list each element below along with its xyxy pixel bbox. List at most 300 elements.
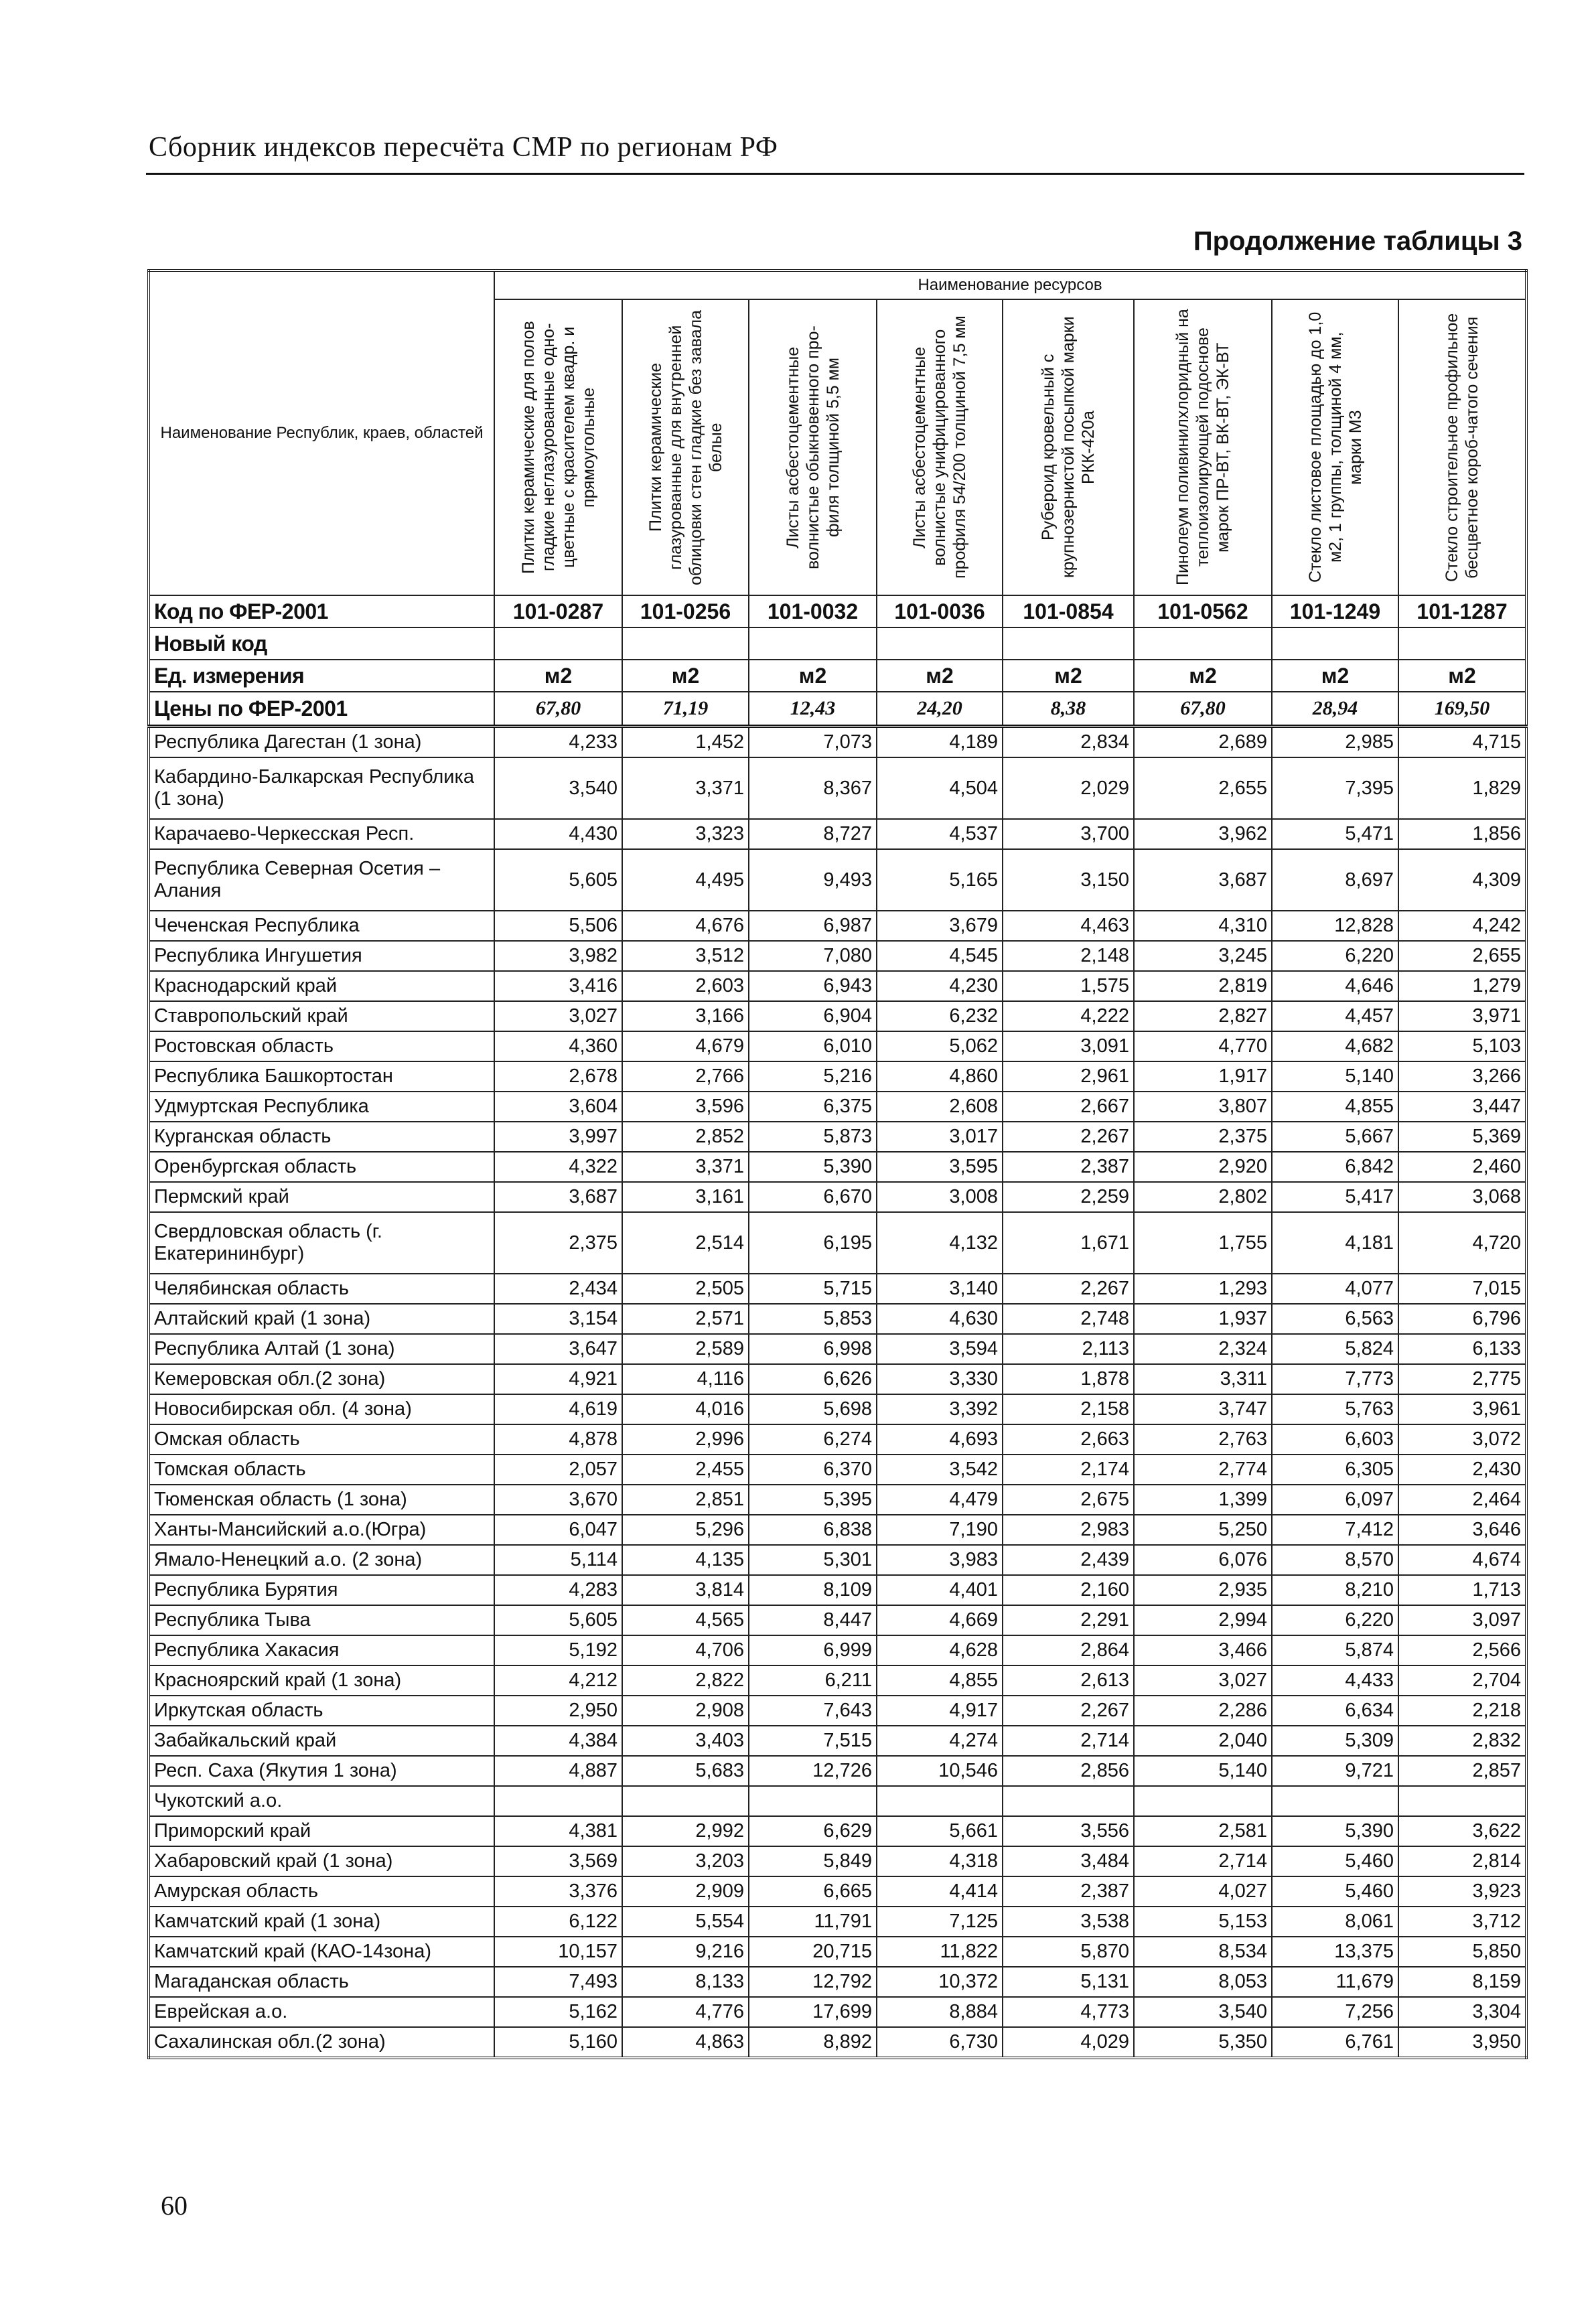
region-name: Республика Алтай (1 зона) bbox=[149, 1334, 494, 1364]
index-value: 4,309 bbox=[1398, 849, 1526, 911]
index-value: 6,665 bbox=[749, 1876, 877, 1907]
index-value: 6,232 bbox=[877, 1001, 1003, 1031]
region-name: Удмуртская Республика bbox=[149, 1092, 494, 1122]
index-value: 4,628 bbox=[877, 1635, 1003, 1665]
index-value: 9,493 bbox=[749, 849, 877, 911]
fer-code-row-value: 101-0287 bbox=[494, 595, 622, 627]
index-value: 8,053 bbox=[1134, 1967, 1272, 1997]
index-value: 2,851 bbox=[622, 1485, 749, 1515]
index-value: 2,667 bbox=[1003, 1092, 1134, 1122]
region-name: Республика Дагестан (1 зона) bbox=[149, 727, 494, 758]
index-value: 2,856 bbox=[1003, 1756, 1134, 1786]
index-value: 5,301 bbox=[749, 1545, 877, 1575]
index-value: 4,773 bbox=[1003, 1997, 1134, 2027]
fer-price-row-value: 24,20 bbox=[877, 692, 1003, 727]
index-value: 5,683 bbox=[622, 1756, 749, 1786]
index-value: 7,256 bbox=[1272, 1997, 1398, 2027]
index-value: 4,189 bbox=[877, 727, 1003, 758]
index-value: 2,286 bbox=[1134, 1696, 1272, 1726]
index-value: 8,884 bbox=[877, 1997, 1003, 2027]
region-name: Республика Северная Осетия – Алания bbox=[149, 849, 494, 911]
index-value bbox=[1134, 1786, 1272, 1816]
index-value: 4,706 bbox=[622, 1635, 749, 1665]
index-value: 4,921 bbox=[494, 1364, 622, 1394]
index-value: 2,827 bbox=[1134, 1001, 1272, 1031]
region-name: Омская область bbox=[149, 1424, 494, 1455]
index-value: 2,774 bbox=[1134, 1455, 1272, 1485]
index-value: 4,855 bbox=[877, 1665, 1003, 1696]
index-value: 8,367 bbox=[749, 757, 877, 819]
index-value: 2,324 bbox=[1134, 1334, 1272, 1364]
index-value: 6,076 bbox=[1134, 1545, 1272, 1575]
index-value: 5,460 bbox=[1272, 1846, 1398, 1876]
index-value: 2,678 bbox=[494, 1061, 622, 1092]
index-value: 2,566 bbox=[1398, 1635, 1526, 1665]
index-value: 4,676 bbox=[622, 911, 749, 941]
index-value: 4,630 bbox=[877, 1304, 1003, 1334]
index-value: 6,122 bbox=[494, 1907, 622, 1937]
index-value: 2,985 bbox=[1272, 727, 1398, 758]
index-value: 3,712 bbox=[1398, 1907, 1526, 1937]
index-value: 4,855 bbox=[1272, 1092, 1398, 1122]
region-name: Магаданская область bbox=[149, 1967, 494, 1997]
index-value: 2,766 bbox=[622, 1061, 749, 1092]
table-row bbox=[149, 757, 1526, 819]
index-value: 3,594 bbox=[877, 1334, 1003, 1364]
index-value: 2,950 bbox=[494, 1696, 622, 1726]
index-value: 6,904 bbox=[749, 1001, 877, 1031]
table-row bbox=[149, 1334, 1526, 1364]
index-value: 3,161 bbox=[622, 1182, 749, 1212]
index-value: 1,713 bbox=[1398, 1575, 1526, 1605]
unit-row-value: м2 bbox=[1272, 660, 1398, 692]
index-value: 2,581 bbox=[1134, 1816, 1272, 1846]
index-value: 5,390 bbox=[1272, 1816, 1398, 1846]
resource-name-header bbox=[1272, 299, 1398, 595]
index-value: 5,309 bbox=[1272, 1726, 1398, 1756]
region-name: Камчатский край (КАО-14зона) bbox=[149, 1937, 494, 1967]
index-value: 5,850 bbox=[1398, 1937, 1526, 1967]
index-value: 3,068 bbox=[1398, 1182, 1526, 1212]
index-value: 5,192 bbox=[494, 1635, 622, 1665]
index-value: 5,062 bbox=[877, 1031, 1003, 1061]
unit-row-value: м2 bbox=[622, 660, 749, 692]
index-value: 1,452 bbox=[622, 727, 749, 758]
index-value: 5,870 bbox=[1003, 1937, 1134, 1967]
unit-row-label: Ед. измерения bbox=[149, 660, 494, 692]
index-value: 3,154 bbox=[494, 1304, 622, 1334]
index-value: 2,267 bbox=[1003, 1696, 1134, 1726]
index-value: 5,162 bbox=[494, 1997, 622, 2027]
region-name: Курганская область bbox=[149, 1122, 494, 1152]
resource-name-text: Пинолеум поливинилхлоридный на теплоизолирующей подоснове марок ПР-ВТ, ВК-ВТ, ЭК-ВТ bbox=[1173, 309, 1232, 586]
table-row bbox=[149, 1635, 1526, 1665]
index-value: 5,661 bbox=[877, 1816, 1003, 1846]
index-value: 2,267 bbox=[1003, 1274, 1134, 1304]
index-value: 2,387 bbox=[1003, 1152, 1134, 1182]
index-value: 6,375 bbox=[749, 1092, 877, 1122]
index-value: 6,305 bbox=[1272, 1455, 1398, 1485]
fer-code-row bbox=[149, 595, 1526, 627]
index-value bbox=[494, 1786, 622, 1816]
index-value: 4,646 bbox=[1272, 971, 1398, 1001]
index-value: 11,791 bbox=[749, 1907, 877, 1937]
index-value: 2,589 bbox=[622, 1334, 749, 1364]
index-value: 5,395 bbox=[749, 1485, 877, 1515]
fer-code-row-value: 101-0256 bbox=[622, 595, 749, 627]
index-value: 3,097 bbox=[1398, 1605, 1526, 1635]
index-value: 3,556 bbox=[1003, 1816, 1134, 1846]
index-value: 2,505 bbox=[622, 1274, 749, 1304]
index-value: 6,220 bbox=[1272, 1605, 1398, 1635]
table-row bbox=[149, 1756, 1526, 1786]
index-value: 4,135 bbox=[622, 1545, 749, 1575]
index-value: 5,417 bbox=[1272, 1182, 1398, 1212]
index-value: 3,997 bbox=[494, 1122, 622, 1152]
index-value: 6,987 bbox=[749, 911, 877, 941]
index-value: 4,863 bbox=[622, 2027, 749, 2058]
table-row bbox=[149, 1122, 1526, 1152]
index-value: 8,697 bbox=[1272, 849, 1398, 911]
index-value: 2,608 bbox=[877, 1092, 1003, 1122]
fer-price-row-label: Цены по ФЕР-2001 bbox=[149, 692, 494, 727]
index-value: 5,216 bbox=[749, 1061, 877, 1092]
index-value: 6,634 bbox=[1272, 1696, 1398, 1726]
index-value: 2,464 bbox=[1398, 1485, 1526, 1515]
index-value: 2,675 bbox=[1003, 1485, 1134, 1515]
resource-name-text: Листы асбестоцементные волнистые обыкновенного про-филя толщиной 5,5 мм bbox=[783, 325, 843, 569]
table-row bbox=[149, 1786, 1526, 1816]
index-value: 5,874 bbox=[1272, 1635, 1398, 1665]
table-row bbox=[149, 849, 1526, 911]
index-value: 11,679 bbox=[1272, 1967, 1398, 1997]
index-value: 4,360 bbox=[494, 1031, 622, 1061]
index-value: 7,395 bbox=[1272, 757, 1398, 819]
index-value: 8,109 bbox=[749, 1575, 877, 1605]
index-value: 5,506 bbox=[494, 911, 622, 941]
index-value: 3,311 bbox=[1134, 1364, 1272, 1394]
index-value: 4,274 bbox=[877, 1726, 1003, 1756]
index-value: 5,350 bbox=[1134, 2027, 1272, 2058]
index-value: 2,775 bbox=[1398, 1364, 1526, 1394]
fer-code-row-value: 101-1287 bbox=[1398, 595, 1526, 627]
index-value: 4,242 bbox=[1398, 911, 1526, 941]
region-name: Оренбургская область bbox=[149, 1152, 494, 1182]
index-value: 5,853 bbox=[749, 1304, 877, 1334]
resource-name-text: Рубероид кровельный с крупнозернистой посыпкой марки РКК-420а bbox=[1039, 316, 1098, 579]
new-code-row-value bbox=[622, 627, 749, 660]
index-value: 4,457 bbox=[1272, 1001, 1398, 1031]
index-value: 5,824 bbox=[1272, 1334, 1398, 1364]
fer-code-row-value: 101-1249 bbox=[1272, 595, 1398, 627]
index-value: 5,873 bbox=[749, 1122, 877, 1152]
region-name: Краснодарский край bbox=[149, 971, 494, 1001]
index-value: 7,073 bbox=[749, 727, 877, 758]
fer-price-row-value: 67,80 bbox=[494, 692, 622, 727]
index-value: 1,575 bbox=[1003, 971, 1134, 1001]
index-value: 4,619 bbox=[494, 1394, 622, 1424]
index-value bbox=[622, 1786, 749, 1816]
region-name: Кемеровская обл.(2 зона) bbox=[149, 1364, 494, 1394]
index-value bbox=[877, 1786, 1003, 1816]
index-value: 2,908 bbox=[622, 1696, 749, 1726]
new-code-row-value bbox=[1272, 627, 1398, 660]
index-value: 4,016 bbox=[622, 1394, 749, 1424]
table-row bbox=[149, 1152, 1526, 1182]
region-name: Пермский край bbox=[149, 1182, 494, 1212]
region-name: Приморский край bbox=[149, 1816, 494, 1846]
index-value: 4,414 bbox=[877, 1876, 1003, 1907]
index-value: 3,604 bbox=[494, 1092, 622, 1122]
table-row bbox=[149, 971, 1526, 1001]
index-value: 1,878 bbox=[1003, 1364, 1134, 1394]
table-continuation-label: Продолжение таблицы 3 bbox=[1193, 226, 1522, 256]
index-value: 2,814 bbox=[1398, 1846, 1526, 1876]
index-value: 4,283 bbox=[494, 1575, 622, 1605]
region-name: Ростовская область bbox=[149, 1031, 494, 1061]
index-value: 5,131 bbox=[1003, 1967, 1134, 1997]
table-row bbox=[149, 727, 1526, 758]
index-value: 2,822 bbox=[622, 1665, 749, 1696]
header-rule bbox=[146, 173, 1524, 175]
region-name: Забайкальский край bbox=[149, 1726, 494, 1756]
index-value: 3,150 bbox=[1003, 849, 1134, 911]
fer-price-row-value: 8,38 bbox=[1003, 692, 1134, 727]
new-code-row-value bbox=[749, 627, 877, 660]
index-value: 2,748 bbox=[1003, 1304, 1134, 1334]
index-value: 4,682 bbox=[1272, 1031, 1398, 1061]
table-row bbox=[149, 1485, 1526, 1515]
new-code-row-value bbox=[1398, 627, 1526, 660]
index-value: 3,008 bbox=[877, 1182, 1003, 1212]
table-row bbox=[149, 1696, 1526, 1726]
index-value: 3,807 bbox=[1134, 1092, 1272, 1122]
index-value: 4,887 bbox=[494, 1756, 622, 1786]
region-name: Свердловская область (г. Екатерининбург) bbox=[149, 1212, 494, 1274]
index-value: 2,655 bbox=[1134, 757, 1272, 819]
fer-code-row-value: 101-0036 bbox=[877, 595, 1003, 627]
index-value: 2,057 bbox=[494, 1455, 622, 1485]
index-value: 4,878 bbox=[494, 1424, 622, 1455]
index-value: 3,027 bbox=[1134, 1665, 1272, 1696]
index-value: 2,992 bbox=[622, 1816, 749, 1846]
index-value: 3,962 bbox=[1134, 819, 1272, 849]
region-name: Еврейская а.о. bbox=[149, 1997, 494, 2027]
index-value: 2,571 bbox=[622, 1304, 749, 1334]
index-value: 3,540 bbox=[494, 757, 622, 819]
index-value: 5,554 bbox=[622, 1907, 749, 1937]
index-value: 3,542 bbox=[877, 1455, 1003, 1485]
index-value: 3,700 bbox=[1003, 819, 1134, 849]
fer-price-row-value: 28,94 bbox=[1272, 692, 1398, 727]
index-value: 2,514 bbox=[622, 1212, 749, 1274]
index-value: 2,802 bbox=[1134, 1182, 1272, 1212]
index-value: 4,565 bbox=[622, 1605, 749, 1635]
index-value: 2,834 bbox=[1003, 727, 1134, 758]
region-name: Алтайский край (1 зона) bbox=[149, 1304, 494, 1334]
index-value: 6,220 bbox=[1272, 941, 1398, 971]
region-name: Сахалинская обл.(2 зона) bbox=[149, 2027, 494, 2058]
index-value: 2,613 bbox=[1003, 1665, 1134, 1696]
index-value: 3,371 bbox=[622, 1152, 749, 1182]
index-value: 3,622 bbox=[1398, 1816, 1526, 1846]
region-name: Ямало-Ненецкий а.о. (2 зона) bbox=[149, 1545, 494, 1575]
index-value: 6,730 bbox=[877, 2027, 1003, 2058]
index-value: 2,832 bbox=[1398, 1726, 1526, 1756]
index-value: 4,693 bbox=[877, 1424, 1003, 1455]
table-row bbox=[149, 1001, 1526, 1031]
table-row bbox=[149, 1876, 1526, 1907]
index-value: 6,838 bbox=[749, 1515, 877, 1545]
index-value: 5,103 bbox=[1398, 1031, 1526, 1061]
region-name: Челябинская область bbox=[149, 1274, 494, 1304]
index-value: 1,399 bbox=[1134, 1485, 1272, 1515]
region-name: Чеченская Республика bbox=[149, 911, 494, 941]
region-name: Томская область bbox=[149, 1455, 494, 1485]
index-value: 7,125 bbox=[877, 1907, 1003, 1937]
index-value: 3,687 bbox=[494, 1182, 622, 1212]
unit-row-value: м2 bbox=[494, 660, 622, 692]
index-value: 1,755 bbox=[1134, 1212, 1272, 1274]
index-value: 3,392 bbox=[877, 1394, 1003, 1424]
index-value: 4,233 bbox=[494, 727, 622, 758]
index-value: 2,029 bbox=[1003, 757, 1134, 819]
table-row bbox=[149, 1182, 1526, 1212]
index-value: 2,434 bbox=[494, 1274, 622, 1304]
index-value: 2,430 bbox=[1398, 1455, 1526, 1485]
index-value: 4,776 bbox=[622, 1997, 749, 2027]
index-value: 6,195 bbox=[749, 1212, 877, 1274]
index-value: 3,982 bbox=[494, 941, 622, 971]
table-row bbox=[149, 1937, 1526, 1967]
index-value: 5,140 bbox=[1272, 1061, 1398, 1092]
index-value: 8,892 bbox=[749, 2027, 877, 2058]
index-value: 4,463 bbox=[1003, 911, 1134, 941]
index-value: 5,369 bbox=[1398, 1122, 1526, 1152]
table-row bbox=[149, 1455, 1526, 1485]
fer-price-row-value: 169,50 bbox=[1398, 692, 1526, 727]
index-value: 2,218 bbox=[1398, 1696, 1526, 1726]
index-value: 4,077 bbox=[1272, 1274, 1398, 1304]
index-value: 3,166 bbox=[622, 1001, 749, 1031]
index-value: 1,293 bbox=[1134, 1274, 1272, 1304]
region-name: Красноярский край (1 зона) bbox=[149, 1665, 494, 1696]
index-value: 2,819 bbox=[1134, 971, 1272, 1001]
resource-name-text: Плитки керамические глазурованные для внутренней облицовки стен гладкие без завала белые bbox=[646, 309, 725, 585]
index-value: 2,160 bbox=[1003, 1575, 1134, 1605]
index-value: 6,563 bbox=[1272, 1304, 1398, 1334]
resource-name-header bbox=[877, 299, 1003, 595]
index-value: 4,479 bbox=[877, 1485, 1003, 1515]
table-row bbox=[149, 1092, 1526, 1122]
index-value: 5,140 bbox=[1134, 1756, 1272, 1786]
index-value: 2,920 bbox=[1134, 1152, 1272, 1182]
index-value: 3,983 bbox=[877, 1545, 1003, 1575]
index-value: 1,917 bbox=[1134, 1061, 1272, 1092]
index-value bbox=[749, 1786, 877, 1816]
running-title: Сборник индексов пересчёта СМР по регионам РФ bbox=[149, 132, 778, 163]
index-value: 4,860 bbox=[877, 1061, 1003, 1092]
index-value: 3,512 bbox=[622, 941, 749, 971]
index-value: 2,857 bbox=[1398, 1756, 1526, 1786]
index-value: 5,698 bbox=[749, 1394, 877, 1424]
table-row bbox=[149, 1997, 1526, 2027]
index-value: 4,669 bbox=[877, 1605, 1003, 1635]
unit-row-value: м2 bbox=[1003, 660, 1134, 692]
index-value: 4,537 bbox=[877, 819, 1003, 849]
index-value: 2,961 bbox=[1003, 1061, 1134, 1092]
region-name: Ханты-Мансийский а.о.(Югра) bbox=[149, 1515, 494, 1545]
region-name: Хабаровский край (1 зона) bbox=[149, 1846, 494, 1876]
index-value: 2,704 bbox=[1398, 1665, 1526, 1696]
index-value: 3,304 bbox=[1398, 1997, 1526, 2027]
index-value: 3,091 bbox=[1003, 1031, 1134, 1061]
table-row bbox=[149, 1665, 1526, 1696]
index-value: 2,291 bbox=[1003, 1605, 1134, 1635]
index-value: 4,504 bbox=[877, 757, 1003, 819]
index-value: 4,318 bbox=[877, 1846, 1003, 1876]
page-number: 60 bbox=[161, 2190, 188, 2221]
index-value: 8,061 bbox=[1272, 1907, 1398, 1937]
table-row bbox=[149, 1515, 1526, 1545]
region-name: Республика Башкортостан bbox=[149, 1061, 494, 1092]
index-value: 4,322 bbox=[494, 1152, 622, 1182]
index-value: 8,727 bbox=[749, 819, 877, 849]
index-value: 2,267 bbox=[1003, 1122, 1134, 1152]
index-value: 6,999 bbox=[749, 1635, 877, 1665]
index-value: 7,412 bbox=[1272, 1515, 1398, 1545]
index-value: 2,174 bbox=[1003, 1455, 1134, 1485]
index-value: 5,605 bbox=[494, 1605, 622, 1635]
index-value: 1,279 bbox=[1398, 971, 1526, 1001]
index-value: 3,330 bbox=[877, 1364, 1003, 1394]
table-row bbox=[149, 1575, 1526, 1605]
index-value: 6,370 bbox=[749, 1455, 877, 1485]
index-value: 6,274 bbox=[749, 1424, 877, 1455]
index-value: 10,546 bbox=[877, 1756, 1003, 1786]
new-code-row bbox=[149, 627, 1526, 660]
index-value: 6,626 bbox=[749, 1364, 877, 1394]
index-value: 8,534 bbox=[1134, 1937, 1272, 1967]
index-value: 6,761 bbox=[1272, 2027, 1398, 2058]
index-value: 12,792 bbox=[749, 1967, 877, 1997]
index-value: 2,460 bbox=[1398, 1152, 1526, 1182]
index-value: 8,447 bbox=[749, 1605, 877, 1635]
region-name: Ставропольский край bbox=[149, 1001, 494, 1031]
index-value: 3,596 bbox=[622, 1092, 749, 1122]
index-value: 2,996 bbox=[622, 1424, 749, 1455]
index-value: 3,447 bbox=[1398, 1092, 1526, 1122]
index-value: 2,455 bbox=[622, 1455, 749, 1485]
index-value: 6,796 bbox=[1398, 1304, 1526, 1334]
index-value: 2,655 bbox=[1398, 941, 1526, 971]
index-value: 5,296 bbox=[622, 1515, 749, 1545]
resource-name-header bbox=[622, 299, 749, 595]
region-name: Амурская область bbox=[149, 1876, 494, 1907]
new-code-row-value bbox=[1134, 627, 1272, 660]
index-value: 9,216 bbox=[622, 1937, 749, 1967]
index-value: 6,047 bbox=[494, 1515, 622, 1545]
index-value: 4,132 bbox=[877, 1212, 1003, 1274]
index-value: 6,603 bbox=[1272, 1424, 1398, 1455]
region-name: Карачаево-Черкесская Респ. bbox=[149, 819, 494, 849]
resource-name-header bbox=[1398, 299, 1526, 595]
index-value: 3,923 bbox=[1398, 1876, 1526, 1907]
index-value: 5,471 bbox=[1272, 819, 1398, 849]
unit-row-value: м2 bbox=[749, 660, 877, 692]
index-value: 4,433 bbox=[1272, 1665, 1398, 1696]
region-name: Республика Хакасия bbox=[149, 1635, 494, 1665]
